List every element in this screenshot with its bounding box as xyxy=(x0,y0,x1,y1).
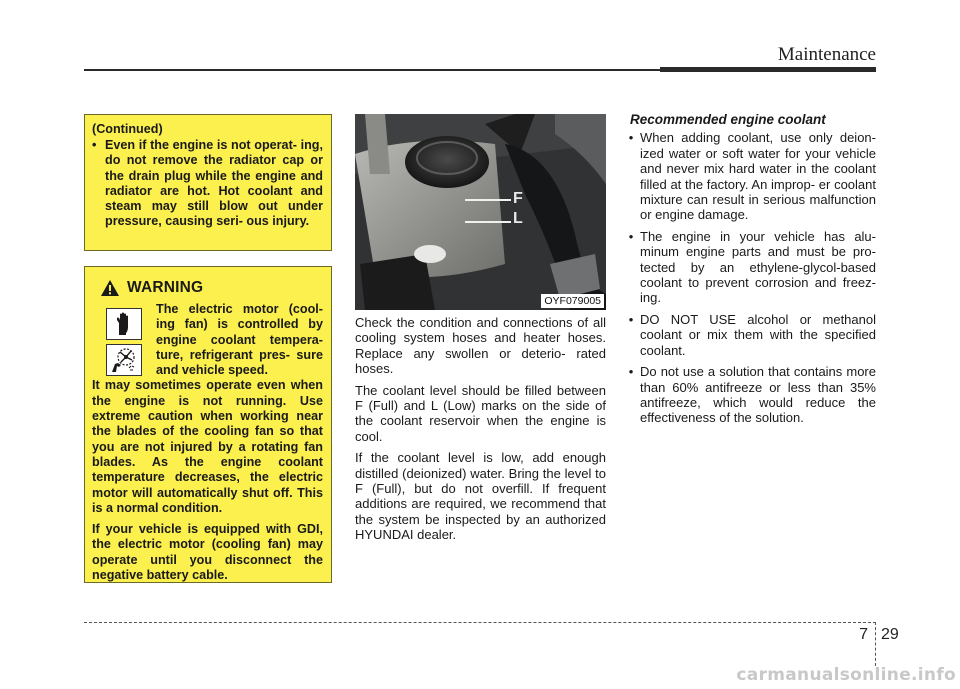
list-item-text: When adding coolant, use only deion- ized water or soft water for your vehicle and never mix hard water in the coolant filled at the factory. An improp- er coolant mixture can result in serious malfunction or engine damage. xyxy=(640,130,876,223)
coolant-inspection-text xyxy=(355,315,606,549)
list-item xyxy=(622,130,876,222)
list-item-text: Do not use a solution that contains more than 60% antifreeze or less than 35% antifreeze, which would reduce the effectiveness of the solution. xyxy=(640,364,876,426)
recommended-coolant-section xyxy=(622,112,876,432)
list-item-text: DO NOT USE alcohol or methanol coolant or mix them with the specified coolant. xyxy=(640,311,876,358)
bullet-dot-icon: • xyxy=(92,138,97,152)
paragraph: Check the condition and connections of all cooling system hoses and heater hoses. Replace any swollen or deterio- rated hoses. xyxy=(355,315,606,377)
full-mark-label: F xyxy=(513,190,523,207)
continued-heading: (Continued) xyxy=(92,122,163,136)
header-rule-accent xyxy=(660,67,876,72)
warning-box xyxy=(84,266,332,583)
rotating-fan-hazard-icon xyxy=(106,344,142,376)
continued-caution-box xyxy=(84,114,332,251)
warning-header xyxy=(100,277,323,299)
bullet-dot-icon: • xyxy=(628,228,634,244)
page-number: 29 xyxy=(881,626,899,643)
warning-intro xyxy=(92,302,323,378)
warning-para-2: If your vehicle is equipped with GDI, the electric motor (cooling fan) may operate until you disconnect the negative battery cable. xyxy=(92,522,323,583)
recommended-coolant-heading: Recommended engine coolant xyxy=(630,112,826,127)
list-item xyxy=(622,312,876,358)
header-rule xyxy=(84,69,660,71)
low-mark-label: L xyxy=(513,210,523,227)
chapter-number: 7 xyxy=(859,626,868,643)
section-title: Maintenance xyxy=(777,44,876,65)
bullet-dot-icon: • xyxy=(628,364,634,380)
bullet-dot-icon: • xyxy=(628,311,634,327)
warning-triangle-icon xyxy=(100,279,120,297)
coolant-reservoir-photo xyxy=(355,114,606,310)
photo-caption: OYF079005 xyxy=(541,294,604,308)
warning-title: WARNING xyxy=(127,279,204,296)
watermark: carmanualsonline.info xyxy=(736,665,956,685)
hand-stop-icon xyxy=(106,308,142,340)
footer-rule xyxy=(84,622,876,623)
warning-icons xyxy=(92,302,156,378)
continued-bullet-item xyxy=(92,138,323,230)
paragraph: If the coolant level is low, add enough distilled (deionized) water. Bring the level to F (Full), but do not overfill. If frequent additions are required, we recommend that the system be inspected by an authorized HYUNDAI dealer. xyxy=(355,450,606,543)
warning-para-1: The electric motor (cool- ing fan) is controlled by engine coolant tempera- ture, refrigerant pres- sure and vehicle speed. xyxy=(156,302,323,378)
list-item xyxy=(622,229,876,306)
paragraph: The coolant level should be filled between F (Full) and L (Low) marks on the side of the coolant reservoir when the engine is cool. xyxy=(355,382,606,444)
warning-para-1-continued: It may sometimes operate even when the engine is not running. Use extreme caution when working near the blades of the cooling fan so that you are not injured by a rotating fan blades. As the engine coolant temperature decreases, the electric motor will automatically shut off. This is a normal condition. xyxy=(92,378,323,515)
page-number-divider xyxy=(875,622,876,666)
list-item xyxy=(622,364,876,426)
continued-bullet-text: Even if the engine is not operat- ing, do not remove the radiator cap or the drain plug while the engine and radiator are hot. Hot coolant and steam may still blow out under pressure, causing seri- ous injury. xyxy=(105,138,323,229)
list-item-text: The engine in your vehicle has alu- minum engine parts and must be pro- tected by an ethylene-glycol-based coolant to prevent corrosion and freez- ing. xyxy=(640,228,876,306)
bullet-dot-icon: • xyxy=(628,130,634,146)
